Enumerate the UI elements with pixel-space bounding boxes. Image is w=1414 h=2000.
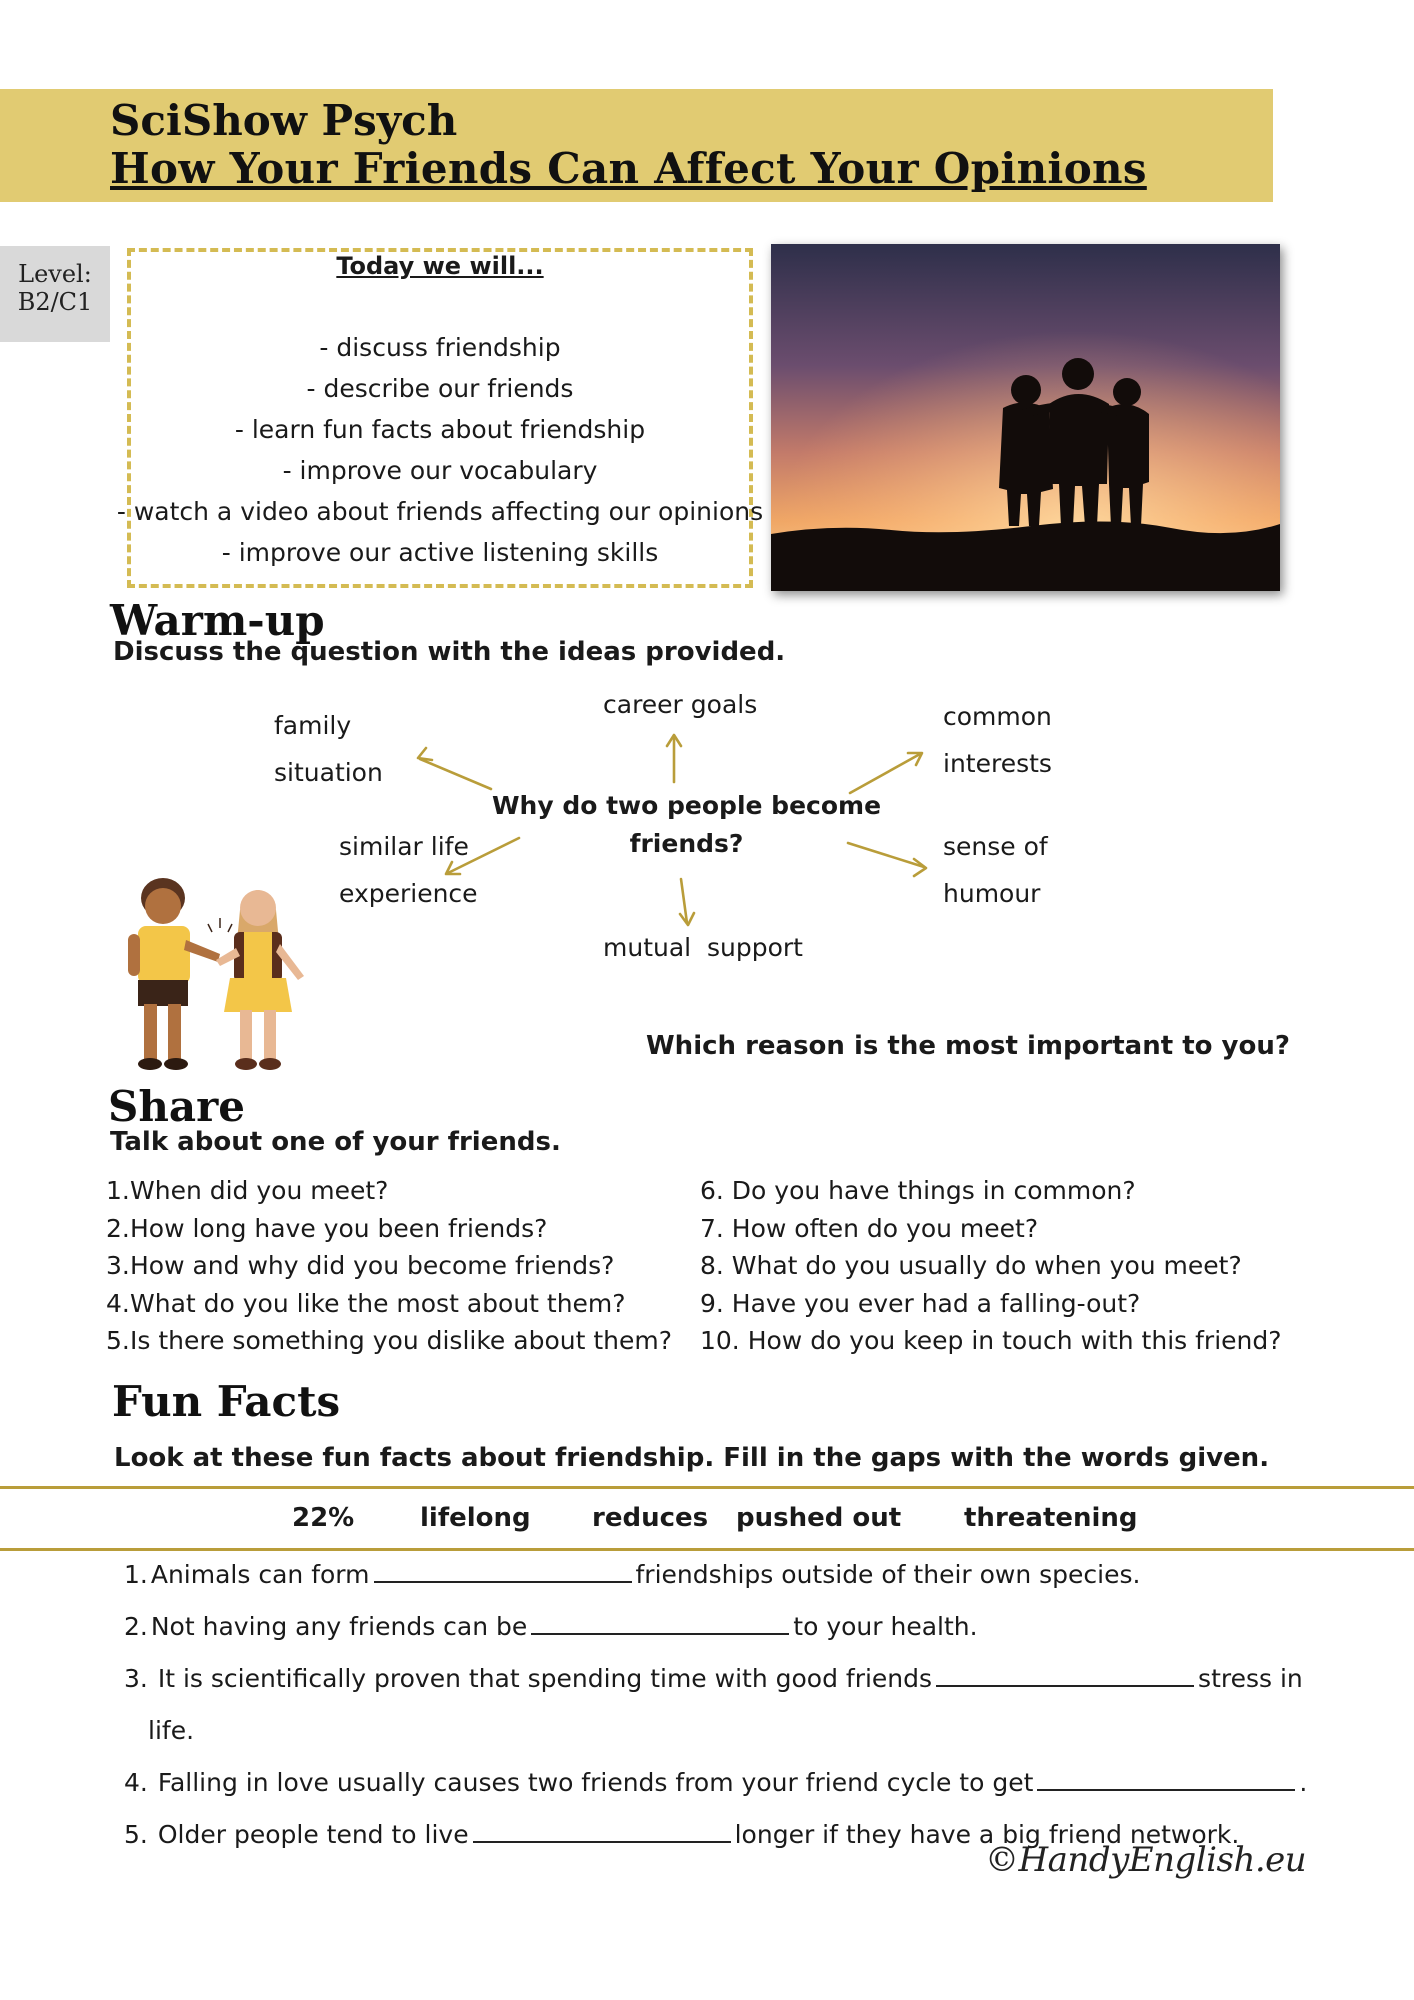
girl-figure	[216, 890, 304, 1070]
answer-blank[interactable]	[531, 1613, 789, 1635]
list-item: 3.How and why did you become friends?	[106, 1251, 615, 1280]
objective-item: - improve our vocabulary	[282, 456, 598, 485]
list-item: 1.When did you meet?	[106, 1176, 389, 1205]
gapfill-item: 3. It is scientifically proven that spending time with good friends stress in	[124, 1664, 1303, 1693]
objective-item: - discuss friendship	[319, 333, 561, 362]
answer-blank[interactable]	[1037, 1769, 1295, 1791]
list-item: 6. Do you have things in common?	[700, 1176, 1136, 1205]
level-value: B2/C1	[17, 288, 93, 316]
copyright-signature: ©HandyEnglish.eu	[985, 1840, 1307, 1880]
gapfill-item: 4. Falling in love usually causes two friends from your friend cycle to get .	[124, 1768, 1308, 1797]
warmup-followup-question: Which reason is the most important to you?	[646, 1031, 1290, 1061]
list-item: 5.Is there something you dislike about them?	[106, 1326, 672, 1355]
idea-common-interests: common interests	[943, 702, 1052, 778]
series-title: SciShow Psych	[110, 96, 458, 145]
gapfill-item: 2. Not having any friends can be to your health.	[124, 1612, 978, 1641]
gapfill-item: 5. Older people tend to live longer if they have a big friend network.	[124, 1820, 1240, 1849]
list-item: 10. How do you keep in touch with this friend?	[700, 1326, 1282, 1355]
objective-item: - improve our active listening skills	[221, 538, 659, 567]
warmup-question: Why do two people become friends?	[491, 791, 882, 858]
answer-blank[interactable]	[473, 1821, 731, 1843]
share-questions-left	[106, 1172, 672, 1360]
idea-sense-of-humour: sense of humour	[943, 832, 1048, 908]
list-item: 8. What do you usually do when you meet?	[700, 1251, 1242, 1280]
answer-blank[interactable]	[936, 1665, 1194, 1687]
gapfill-item-continuation: life.	[148, 1716, 195, 1745]
gapfill-item: 1. Animals can form friendships outside of their own species.	[124, 1560, 1141, 1589]
arrow-to-mutual	[681, 879, 687, 923]
objective-item: - describe our friends	[306, 374, 574, 403]
share-heading: Share	[108, 1082, 245, 1131]
page-title: How Your Friends Can Affect Your Opinions	[110, 144, 1147, 193]
idea-career-goals: career goals	[603, 690, 758, 719]
wordbank-word: pushed out	[736, 1503, 902, 1533]
handshake-illustration	[108, 870, 353, 1080]
list-item: 2.How long have you been friends?	[106, 1213, 548, 1243]
objectives-list	[110, 327, 770, 573]
wordbank-top-rule	[0, 1486, 1414, 1489]
level-badge	[0, 246, 110, 342]
objectives-heading: Today we will...	[336, 252, 544, 280]
funfacts-instruction: Look at these fun facts about friendship. Fill in the gaps with the words given.	[114, 1443, 1270, 1473]
share-questions-right	[700, 1172, 1282, 1360]
wordbank-word: threatening	[964, 1503, 1138, 1533]
objective-item: - watch a video about friends affecting our opinions	[116, 497, 764, 526]
funfacts-heading: Fun Facts	[112, 1377, 341, 1426]
idea-mutual-support: mutual support	[603, 933, 803, 962]
list-item: 7. How often do you meet?	[700, 1213, 1039, 1243]
wordbank-word: reduces	[592, 1503, 709, 1533]
level-label: Level:	[18, 260, 92, 288]
share-instruction: Talk about one of your friends.	[110, 1127, 561, 1157]
wordbank-word: lifelong	[420, 1503, 531, 1533]
list-item: 9. Have you ever had a falling-out?	[700, 1288, 1141, 1318]
warmup-instruction: Discuss the question with the ideas provided.	[113, 637, 786, 667]
wordbank-bottom-rule	[0, 1548, 1414, 1551]
warmup-heading: Warm-up	[110, 596, 325, 645]
friends-sunset-photo	[771, 244, 1280, 591]
list-item: 4.What do you like the most about them?	[106, 1288, 626, 1318]
arrow-to-family	[420, 759, 491, 789]
idea-similar-life-experience: similar life experience	[339, 832, 478, 908]
objective-item: - learn fun facts about friendship	[234, 415, 646, 444]
boy-figure	[128, 878, 220, 1070]
answer-blank[interactable]	[374, 1561, 632, 1583]
wordbank-word: 22%	[292, 1503, 355, 1533]
idea-family: family situation	[274, 711, 383, 787]
